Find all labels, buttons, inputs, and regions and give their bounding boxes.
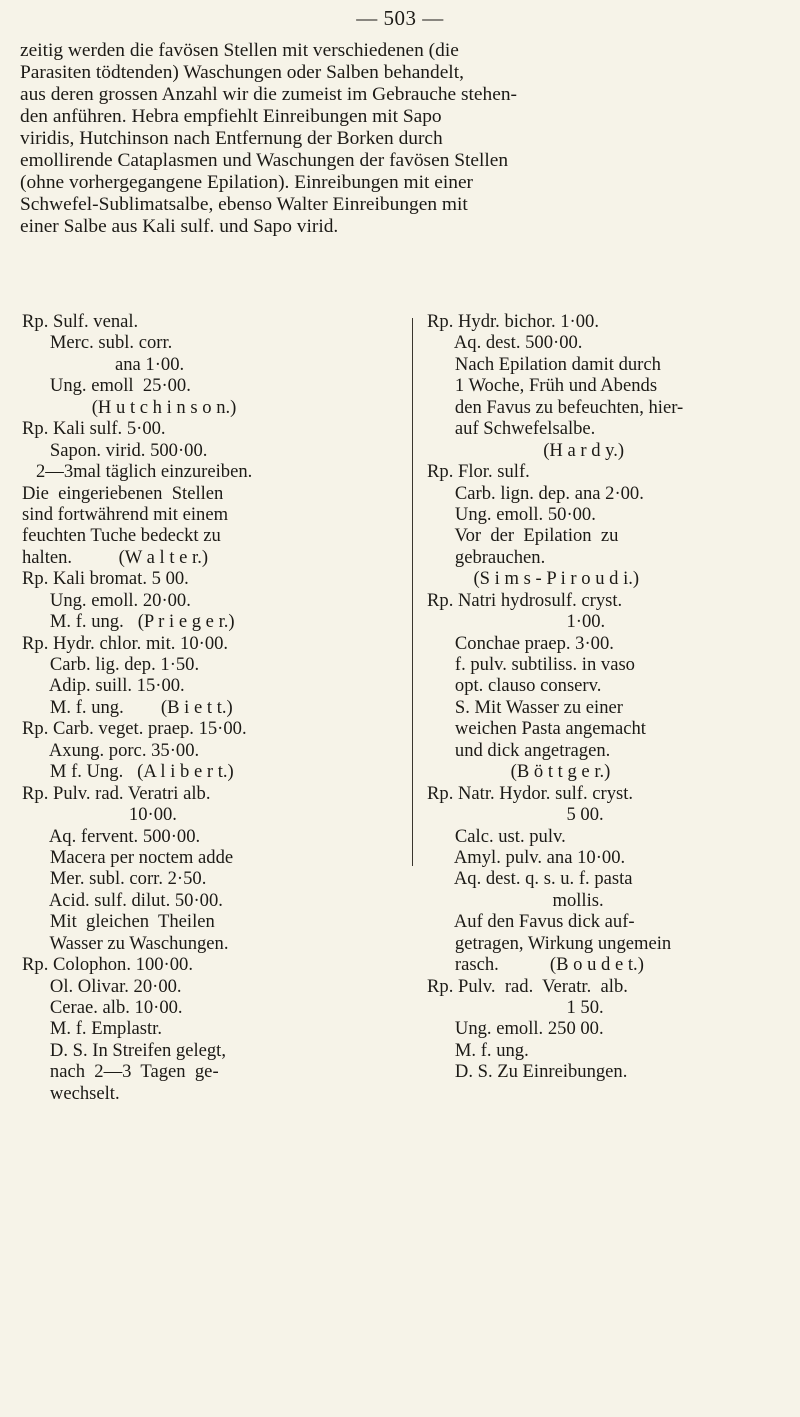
recipe-line: wechselt.	[22, 1082, 120, 1104]
recipe-line: nach 2—3 Tagen ge-	[22, 1061, 219, 1083]
intro-line: einer Salbe aus Kali sulf. und Sapo virid.	[20, 216, 339, 237]
recipe-line: (H u t c h i n s o n.)	[22, 396, 237, 418]
recipe-line: Nach Epilation damit durch	[427, 353, 661, 375]
recipe-line: Sapon. virid. 500·00.	[22, 439, 208, 461]
recipe-line: 1 Woche, Früh und Abends	[427, 375, 658, 397]
recipe-line: mollis.	[427, 889, 604, 911]
recipe-line: Wasser zu Waschungen.	[22, 932, 229, 954]
intro-line: Parasiten tödtenden) Waschungen oder Salben behandelt,	[20, 62, 464, 83]
recipe-line: Calc. ust. pulv.	[427, 825, 566, 847]
recipe-line: rasch. (B o u d e t.)	[427, 954, 644, 976]
recipe-line: M. f. Emplastr.	[22, 1018, 162, 1040]
right-recipe-column	[427, 311, 762, 1083]
recipe-line: Rp. Flor. sulf.	[427, 461, 530, 483]
recipe-line: Aq. dest. 500·00.	[427, 332, 583, 354]
recipe-line: feuchten Tuche bedeckt zu	[22, 525, 221, 547]
page-number: — 503 —	[356, 6, 444, 30]
recipe-line: Rp. Natri hydrosulf. cryst.	[427, 589, 623, 611]
recipe-line: 1 50.	[427, 997, 604, 1018]
recipe-line: Ung. emoll. 50·00.	[427, 503, 596, 525]
recipe-line: Amyl. pulv. ana 10·00.	[427, 846, 626, 868]
recipe-line: Mer. subl. corr. 2·50.	[22, 868, 207, 890]
recipe-line: Acid. sulf. dilut. 50·00.	[22, 889, 223, 911]
recipe-line: Cerae. alb. 10·00.	[22, 997, 183, 1018]
recipe-line: Rp. Carb. veget. praep. 15·00.	[22, 718, 247, 740]
recipe-line: gebrauchen.	[427, 546, 546, 568]
intro-line: aus deren grossen Anzahl wir die zumeist im Gebrauche stehen-	[20, 84, 517, 105]
intro-line: zeitig werden die favösen Stellen mit verschiedenen (die	[20, 40, 459, 61]
recipe-line: Rp. Hydr. bichor. 1·00.	[427, 311, 599, 332]
recipe-line: 5 00.	[427, 804, 604, 826]
recipe-line: Rp. Sulf. venal.	[22, 311, 139, 332]
intro-line: viridis, Hutchinson nach Entfernung der Borken durch	[20, 128, 443, 149]
recipe-line: Rp. Kali bromat. 5 00.	[22, 568, 189, 590]
recipe-line: Rp. Kali sulf. 5·00.	[22, 418, 166, 440]
recipe-line: Aq. fervent. 500·00.	[22, 825, 201, 847]
recipe-line: Die eingeriebenen Stellen	[22, 482, 224, 504]
recipe-line: (S i m s - P i r o u d i.)	[427, 568, 640, 590]
recipe-line: getragen, Wirkung ungemein	[427, 932, 672, 954]
recipe-line: M. f. ung. (B i e t t.)	[22, 696, 233, 718]
intro-line: Schwefel-Sublimatsalbe, ebenso Walter Einreibungen mit	[20, 194, 468, 215]
recipe-line: Rp. Pulv. rad. Veratr. alb.	[427, 975, 628, 997]
recipe-line: D. S. In Streifen gelegt,	[22, 1039, 226, 1061]
recipe-line: Auf den Favus dick auf-	[427, 911, 635, 933]
recipe-line: M. f. ung. (P r i e g e r.)	[22, 611, 235, 633]
recipe-line: halten. (W a l t e r.)	[22, 546, 209, 568]
recipe-line: Rp. Hydr. chlor. mit. 10·00.	[22, 632, 229, 654]
recipe-line: Adip. suill. 15·00.	[22, 675, 185, 697]
recipe-line: Aq. dest. q. s. u. f. pasta	[427, 868, 633, 890]
recipe-line: (B ö t t g e r.)	[427, 761, 611, 783]
recipe-line: Ung. emoll. 20·00.	[22, 589, 191, 611]
recipe-line: (H a r d y.)	[427, 439, 625, 461]
recipe-line: Ol. Olivar. 20·00.	[22, 975, 182, 997]
recipe-line: M f. Ung. (A l i b e r t.)	[22, 761, 234, 783]
recipe-line: Rp. Colophon. 100·00.	[22, 954, 193, 976]
recipe-line: 2—3mal täglich einzureiben.	[22, 461, 253, 483]
recipe-line: Ung. emoll. 250 00.	[427, 1018, 604, 1040]
recipe-line: Carb. lign. dep. ana 2·00.	[427, 482, 644, 504]
intro-line: emollirende Cataplasmen und Waschungen der favösen Stellen	[20, 150, 509, 171]
recipe-line: Merc. subl. corr.	[22, 332, 173, 354]
recipe-line: Rp. Natr. Hydor. sulf. cryst.	[427, 782, 634, 804]
recipe-line: Carb. lig. dep. 1·50.	[22, 654, 200, 675]
recipe-line: den Favus zu befeuchten, hier-	[427, 396, 684, 418]
recipe-line: 10·00.	[22, 804, 177, 826]
intro-line: (ohne vorhergegangene Epilation). Einreibungen mit einer	[20, 172, 474, 193]
recipe-line: ana 1·00.	[22, 353, 185, 375]
recipe-line: Ung. emoll 25·00.	[22, 375, 191, 397]
recipe-line: Rp. Pulv. rad. Veratri alb.	[22, 782, 211, 804]
intro-line: den anführen. Hebra empfiehlt Einreibungen mit Sapo	[20, 106, 442, 127]
recipe-line: und dick angetragen.	[427, 739, 611, 761]
column-divider	[412, 318, 413, 866]
recipe-line: f. pulv. subtiliss. in vaso	[427, 654, 635, 675]
recipe-line: weichen Pasta angemacht	[427, 718, 646, 740]
recipe-line: opt. clauso conserv.	[427, 675, 602, 697]
recipe-line: S. Mit Wasser zu einer	[427, 696, 623, 718]
recipe-line: Axung. porc. 35·00.	[22, 739, 200, 761]
recipe-line: Mit gleichen Theilen	[22, 911, 215, 933]
recipe-line: 1·00.	[427, 611, 606, 633]
recipe-line: Macera per noctem adde	[22, 846, 234, 868]
recipe-line: sind fortwährend mit einem	[22, 503, 229, 525]
recipe-line: Vor der Epilation zu	[427, 525, 619, 547]
recipe-line: D. S. Zu Einreibungen.	[427, 1061, 628, 1083]
recipe-line: auf Schwefelsalbe.	[427, 418, 596, 440]
recipe-line: Conchae praep. 3·00.	[427, 632, 614, 654]
left-recipe-column	[22, 311, 402, 1104]
recipe-line: M. f. ung.	[427, 1039, 529, 1061]
intro-paragraph	[20, 40, 756, 238]
